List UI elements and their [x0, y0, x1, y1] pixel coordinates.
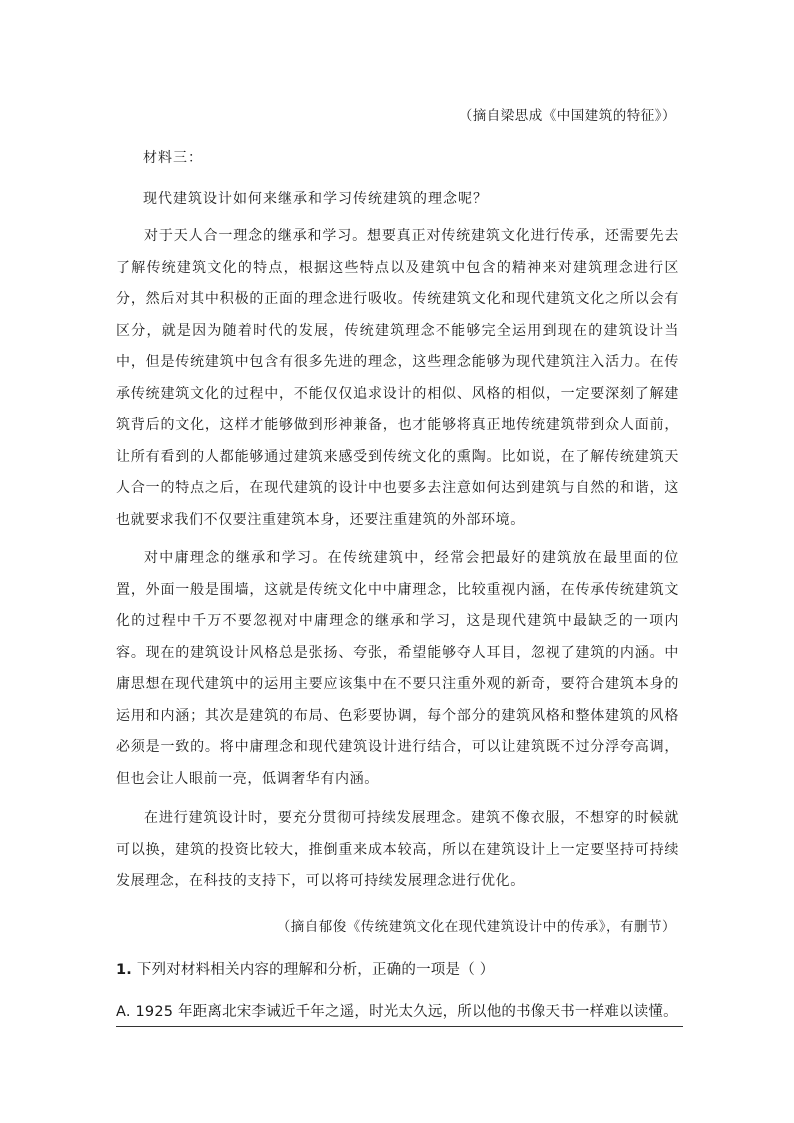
- question-1: [116, 958, 686, 979]
- material-question: 现代建筑设计如何来继承和学习传统建筑的理念呢？: [143, 191, 488, 207]
- source-citation-bottom: （摘自郁俊《传统建筑文化在现代建筑设计中的传承》，有删节）: [276, 919, 676, 935]
- material-label: 材料三：: [143, 150, 203, 166]
- paragraph-tianrenheyi: 对于天人合一理念的继承和学习。想要真正对传统建筑文化进行传承，还需要先去了解传统建筑文化的特点，根据这些特点以及建筑中包含的精神来对建筑理念进行区分，然后对其中积极的正面的理念进行吸收。传统建筑文化和现代建筑文化之所以会有区分，就是因为随着时代的发展，传统建筑理念不能够完全运用到现在的建筑设计当中，但是传统建筑中包含有很多先进的理念，这些理念能够为现代建筑注入活力。在传承传统建筑文化的过程中，不能仅仅追求设计的相似、风格的相似，一定要深刻了解建筑背后的文化，这样才能够做到形神兼备，也才能够将真正地传统建筑带到众人面前，让所有看到的人都能够通过建筑来感受到传统文化的熏陶。比如说，在了解传统建筑天人合一的特点之后，在现代建筑的设计中也要多去注意如何达到建筑与自然的和谐，这也就要求我们不仅要注重建筑本身，还要注重建筑的外部环境。: [116, 228, 679, 528]
- question-text: 下列对材料相关内容的理解和分析，正确的一项是（ ）: [136, 962, 495, 978]
- question-number: 1.: [116, 962, 132, 978]
- source-citation-top: （摘自梁思成《中国建筑的特征》）: [458, 108, 676, 124]
- paragraph-zhongyong: 对中庸理念的继承和学习。在传统建筑中，经常会把最好的建筑放在最里面的位置，外面一般是围墙，这就是传统文化中中庸理念，比较重视内涵，在传承传统建筑文化的过程中千万不要忽视对中庸理念的继承和学习，这是现代建筑中最缺乏的一项内容。现在的建筑设计风格总是张扬、夸张，希望能够夺人耳目，忽视了建筑的内涵。中庸思想在现代建筑中的运用主要应该集中在不要只注重外观的新奇，要符合建筑本身的运用和内涵；其次是建筑的布局、色彩要协调，每个部分的建筑风格和整体建筑的风格必须是一致的。将中庸理念和现代建筑设计进行结合，可以让建筑既不过分浮夸高调，但也会让人眼前一亮，低调奢华有内涵。: [116, 550, 679, 787]
- divider-line: [116, 1026, 683, 1027]
- paragraph-sustainable: 在进行建筑设计时，要充分贯彻可持续发展理念。建筑不像衣服，不想穿的时候就可以换，建筑的投资比较大，推倒重来成本较高，所以在建筑设计上一定要坚持可持续发展理念，在科技的支持下，可以将可持续发展理念进行优化。: [116, 810, 679, 889]
- option-a: A. 1925 年距离北宋李诫近千年之遥，时光太久远，所以他的书像天书一样难以读懂。: [116, 1004, 678, 1020]
